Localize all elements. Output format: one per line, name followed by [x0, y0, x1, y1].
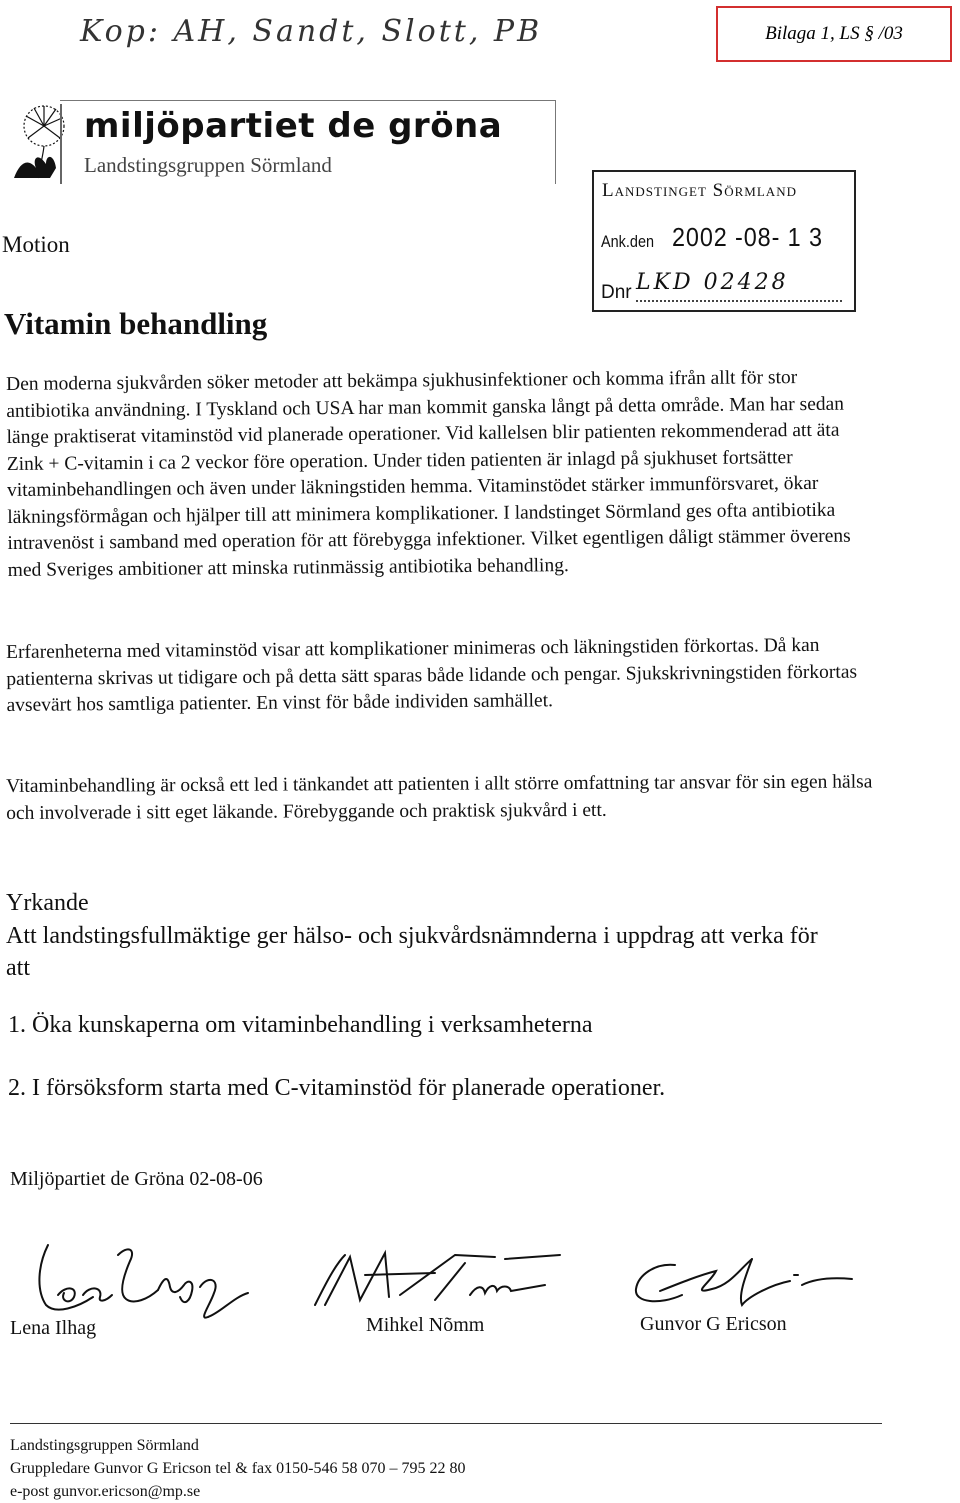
- stamp-date: 2002 -08- 1 3: [672, 222, 823, 252]
- footer-org: Landstingsgruppen Sörmland: [10, 1437, 199, 1454]
- stamp-dnr-value: LKD 02428: [636, 270, 789, 295]
- footer-email: e-post gunvor.ericson@mp.se: [10, 1483, 201, 1500]
- signatory-name: Lena Ilhag: [10, 1317, 97, 1339]
- yrkande-item: 2. I försöksform starta med C-vitaminstöd för planerade operationer.: [8, 1075, 666, 1101]
- signatory-name: Mihkel Nõmm: [366, 1314, 485, 1336]
- body-paragraph: Erfarenheterna med vitaminstöd visar att komplikationer minimeras och läkningstiden förkortas. Då kan patienterna skrivas ut tidigare och på detta sätt sparas både lidande och pengar. Sjukskrivningstiden förkortas avsevärt hos samtliga patienter. En vinst för både individen samhället.: [6, 634, 858, 716]
- bilaga-box: [716, 6, 952, 62]
- stamp-dnr-label: Dnr: [601, 282, 632, 303]
- footer-divider: [10, 1423, 882, 1424]
- body-paragraph: Den moderna sjukvården söker metoder att bekämpa sjukhusinfektioner och komma ifrån allt för stor antibiotika användning. I Tyskland och USA har man kommit ganska långt på detta område. Man har sedan länge praktiserat vitaminstöd vid planerade operationer. Vid kallelsen blir patienten rekommenderad att äta Zink + C-vitamin i ca 2 veckor före operation. Under tiden patienten är inlagd på sjukhuset fortsätter vitaminbehandlingen och även under läkningstiden hemma. Vitaminstödet stärker immunförsvaret, ökar läkningsförmågan och hjälper till att minimera komplikationer. I landstinget Sörmland ges ofta antibiotika intravenöst i samband med operation för att förebygga infektioner. Vilket egentligen dåligt stämmer överens med Sveriges ambitioner att minska rutinmässig antibiotika behandling.: [6, 367, 851, 581]
- stamp-received-label: Ank.den: [601, 232, 655, 251]
- yrkande-heading: Yrkande: [6, 890, 89, 916]
- sender-line: Miljöpartiet de Gröna 02-08-06: [10, 1168, 263, 1190]
- signature-mihkel-nomm: [305, 1245, 565, 1320]
- party-subtitle: Landstingsgruppen Sörmland: [84, 153, 332, 177]
- stamp-organization: Landstinget Sörmland: [602, 180, 797, 201]
- party-name: miljöpartiet de gröna: [84, 106, 503, 146]
- handwritten-distribution-note: Kop: AH, Sandt, Slott, PB: [80, 14, 543, 49]
- yrkande-item: 1. Öka kunskaperna om vitaminbehandling i verksamheterna: [8, 1012, 593, 1038]
- stamp-dotted-line: [636, 300, 842, 302]
- body-paragraph: Vitaminbehandling är också ett led i tänkandet att patienten i allt större omfattning tar ansvar för sin egen hälsa och involverade i sitt eget läkande. Förebyggande och praktisk sjukvård i ett.: [6, 771, 873, 824]
- yrkande-text: Att landstingsfullmäktige ger hälso- och sjukvårdsnämnderna i uppdrag att verka för att: [6, 923, 818, 981]
- bilaga-label: Bilaga 1, LS § /03: [765, 23, 903, 44]
- signature-lena-ilhag: [8, 1235, 258, 1325]
- footer-contact: Gruppledare Gunvor G Ericson tel & fax 0150-546 58 070 – 795 22 80: [10, 1460, 466, 1477]
- signature-gunvor-ericson: [620, 1245, 860, 1315]
- document-title: Vitamin behandling: [4, 306, 268, 341]
- document-type: Motion: [2, 232, 70, 257]
- signatory-name: Gunvor G Ericson: [640, 1313, 787, 1335]
